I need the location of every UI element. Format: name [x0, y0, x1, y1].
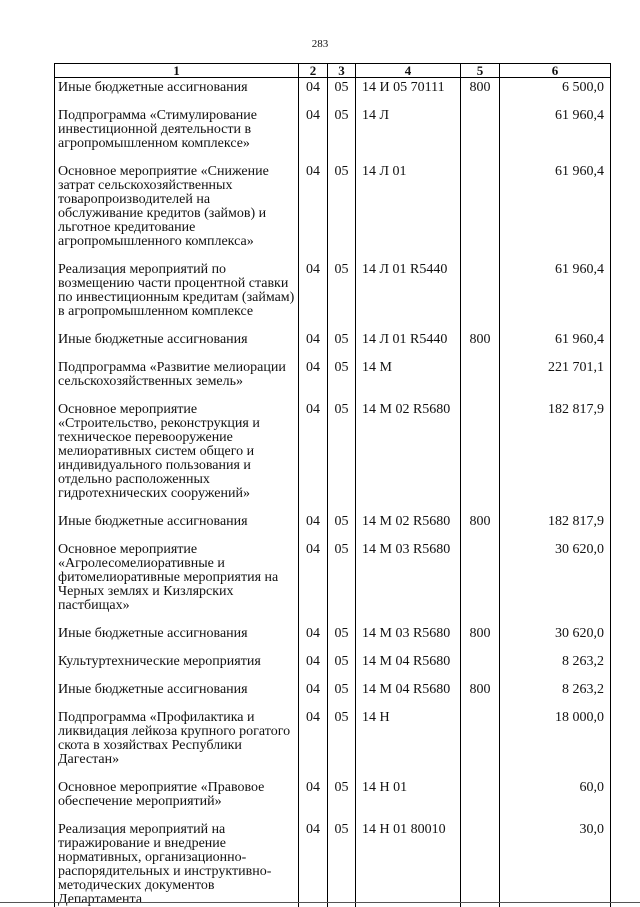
header-col-2: 2: [299, 64, 328, 78]
target-article-cell: 14 Л 01 R5440: [356, 260, 461, 330]
name-cell: Реализация мероприятий на тиражирование и внедрение нормативных, организационно-распорядительных и инструктивно-методических документов Департамента: [55, 820, 299, 907]
amount-cell: 6 500,0: [500, 78, 611, 107]
target-article-cell: 14 Л: [356, 106, 461, 162]
amount-cell: 30 620,0: [500, 624, 611, 652]
section-cell: 04: [299, 512, 328, 540]
expense-type-cell: 800: [461, 624, 500, 652]
table-row: [55, 358, 611, 400]
page-number: 283: [0, 38, 640, 50]
section-cell: 04: [299, 708, 328, 778]
subsection-cell: 05: [328, 652, 356, 680]
name-cell: Подпрограмма «Развитие мелиорации сельскохозяйственных земель»: [55, 358, 299, 400]
expense-type-cell: [461, 162, 500, 260]
name-cell: Иные бюджетные ассигнования: [55, 512, 299, 540]
name-cell: Основное мероприятие «Строительство, реконструкция и техническое перевооружение мелиоративных систем общего и индивидуального пользования и отдельно расположенных гидротехнических сооружений»: [55, 400, 299, 512]
name-cell: Основное мероприятие «Агролесомелиоративные и фитомелиоративные мероприятия на Черных землях и Кизлярских пастбищах»: [55, 540, 299, 624]
table-row: [55, 708, 611, 778]
target-article-cell: 14 М 02 R5680: [356, 512, 461, 540]
target-article-cell: 14 М 03 R5680: [356, 540, 461, 624]
subsection-cell: 05: [328, 624, 356, 652]
expense-type-cell: [461, 652, 500, 680]
amount-cell: 18 000,0: [500, 708, 611, 778]
amount-cell: 182 817,9: [500, 512, 611, 540]
section-cell: 04: [299, 652, 328, 680]
name-cell: Культуртехнические мероприятия: [55, 652, 299, 680]
target-article-cell: 14 Н 01 80010: [356, 820, 461, 907]
header-col-4: 4: [356, 64, 461, 78]
table-header-row: [55, 64, 611, 78]
table-row: [55, 624, 611, 652]
subsection-cell: 05: [328, 680, 356, 708]
table-row: [55, 260, 611, 330]
expense-type-cell: [461, 260, 500, 330]
section-cell: 04: [299, 778, 328, 820]
expense-type-cell: [461, 358, 500, 400]
table-row: [55, 778, 611, 820]
section-cell: 04: [299, 330, 328, 358]
expense-type-cell: [461, 820, 500, 907]
target-article-cell: 14 М: [356, 358, 461, 400]
expense-type-cell: 800: [461, 680, 500, 708]
section-cell: 04: [299, 358, 328, 400]
subsection-cell: 05: [328, 106, 356, 162]
table-body: [55, 78, 611, 907]
expense-type-cell: [461, 540, 500, 624]
expense-type-cell: [461, 106, 500, 162]
name-cell: Иные бюджетные ассигнования: [55, 330, 299, 358]
budget-table: [54, 63, 611, 907]
section-cell: 04: [299, 400, 328, 512]
name-cell: Реализация мероприятий по возмещению части процентной ставки по инвестиционным кредитам (займам) в агропромышленном комплексе: [55, 260, 299, 330]
amount-cell: 60,0: [500, 778, 611, 820]
expense-type-cell: [461, 708, 500, 778]
amount-cell: 30 620,0: [500, 540, 611, 624]
amount-cell: 61 960,4: [500, 162, 611, 260]
name-cell: Иные бюджетные ассигнования: [55, 624, 299, 652]
amount-cell: 61 960,4: [500, 260, 611, 330]
section-cell: 04: [299, 680, 328, 708]
target-article-cell: 14 М 02 R5680: [356, 400, 461, 512]
target-article-cell: 14 М 04 R5680: [356, 680, 461, 708]
section-cell: 04: [299, 162, 328, 260]
amount-cell: 8 263,2: [500, 680, 611, 708]
header-col-3: 3: [328, 64, 356, 78]
table-row: [55, 652, 611, 680]
amount-cell: 182 817,9: [500, 400, 611, 512]
subsection-cell: 05: [328, 78, 356, 107]
header-col-6: 6: [500, 64, 611, 78]
expense-type-cell: 800: [461, 78, 500, 107]
target-article-cell: 14 М 04 R5680: [356, 652, 461, 680]
target-article-cell: 14 Л 01 R5440: [356, 330, 461, 358]
expense-type-cell: 800: [461, 512, 500, 540]
target-article-cell: 14 Л 01: [356, 162, 461, 260]
subsection-cell: 05: [328, 512, 356, 540]
name-cell: Подпрограмма «Стимулирование инвестиционной деятельности в агропромышленном комплексе»: [55, 106, 299, 162]
subsection-cell: 05: [328, 778, 356, 820]
expense-type-cell: [461, 778, 500, 820]
table-row: [55, 540, 611, 624]
name-cell: Иные бюджетные ассигнования: [55, 78, 299, 107]
amount-cell: 8 263,2: [500, 652, 611, 680]
name-cell: Основное мероприятие «Снижение затрат сельскохозяйственных товаропроизводителей на обслуживание кредитов (займов) и льготное кредитование агропромышленного комплекса»: [55, 162, 299, 260]
subsection-cell: 05: [328, 162, 356, 260]
amount-cell: 221 701,1: [500, 358, 611, 400]
section-cell: 04: [299, 106, 328, 162]
section-cell: 04: [299, 78, 328, 107]
amount-cell: 61 960,4: [500, 106, 611, 162]
table-row: [55, 162, 611, 260]
section-cell: 04: [299, 820, 328, 907]
section-cell: 04: [299, 260, 328, 330]
expense-type-cell: [461, 400, 500, 512]
subsection-cell: 05: [328, 400, 356, 512]
bottom-rule: [0, 902, 640, 903]
name-cell: Иные бюджетные ассигнования: [55, 680, 299, 708]
subsection-cell: 05: [328, 260, 356, 330]
expense-type-cell: 800: [461, 330, 500, 358]
header-col-5: 5: [461, 64, 500, 78]
target-article-cell: 14 И 05 70111: [356, 78, 461, 107]
subsection-cell: 05: [328, 330, 356, 358]
table-row: [55, 820, 611, 907]
subsection-cell: 05: [328, 820, 356, 907]
target-article-cell: 14 Н: [356, 708, 461, 778]
table-row: [55, 106, 611, 162]
section-cell: 04: [299, 624, 328, 652]
table-row: [55, 78, 611, 107]
header-col-1: 1: [55, 64, 299, 78]
amount-cell: 61 960,4: [500, 330, 611, 358]
table-row: [55, 330, 611, 358]
name-cell: Основное мероприятие «Правовое обеспечение мероприятий»: [55, 778, 299, 820]
name-cell: Подпрограмма «Профилактика и ликвидация лейкоза крупного рогатого скота в хозяйствах Республики Дагестан»: [55, 708, 299, 778]
table-row: [55, 680, 611, 708]
subsection-cell: 05: [328, 358, 356, 400]
target-article-cell: 14 М 03 R5680: [356, 624, 461, 652]
section-cell: 04: [299, 540, 328, 624]
subsection-cell: 05: [328, 540, 356, 624]
target-article-cell: 14 Н 01: [356, 778, 461, 820]
table-row: [55, 400, 611, 512]
subsection-cell: 05: [328, 708, 356, 778]
table-row: [55, 512, 611, 540]
amount-cell: 30,0: [500, 820, 611, 907]
